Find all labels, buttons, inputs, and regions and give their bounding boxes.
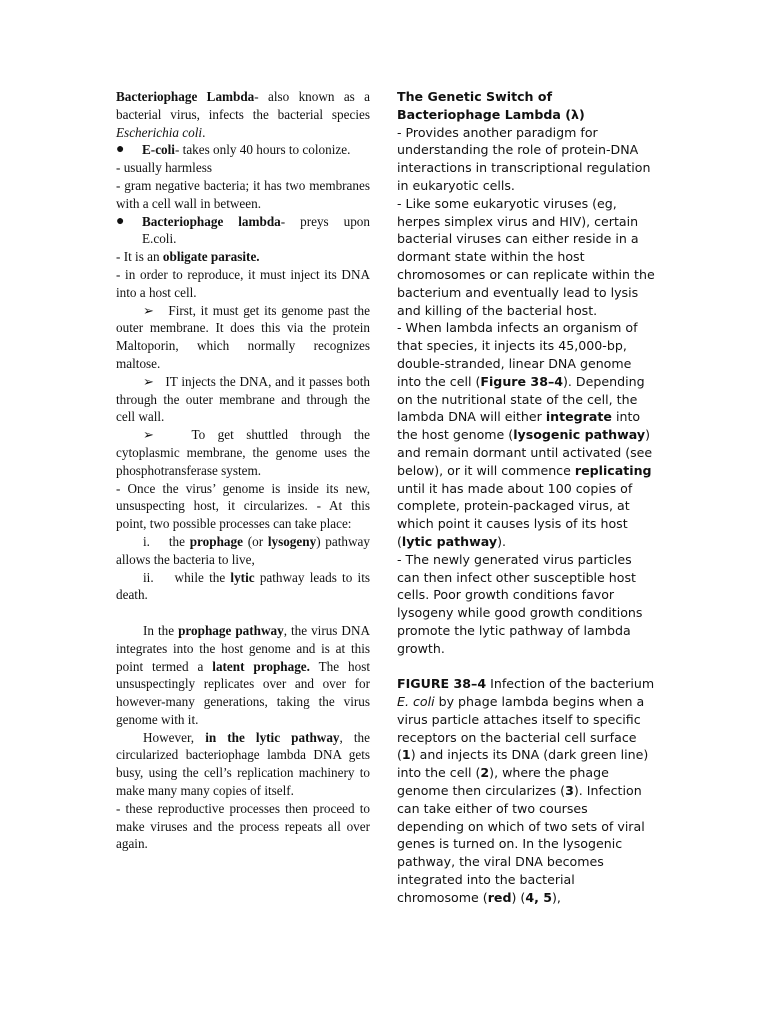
eukaryotic-paragraph: - Like some eukaryotic viruses (eg, herpes simplex virus and HIV), certain bacterial viruses can either reside in a dormant state within the host chromosomes or can replicate within the bacterium and eventually lead to lysis and killing of the bacterial host. xyxy=(397,195,655,318)
line-reproduce: - in order to reproduce, it must inject its DNA into a host cell. xyxy=(116,266,370,300)
bullet-ecoli: ● E-coli- takes only 40 hours to colonize. xyxy=(116,142,351,158)
arrow-icon: ➢ xyxy=(143,373,155,389)
intro-title: Bacteriophage Lambda xyxy=(116,89,255,104)
line-gram: - gram negative bacteria; it has two membranes with a cell wall in between. xyxy=(116,177,370,211)
right-column xyxy=(397,88,657,907)
figure-caption: FIGURE 38–4 Infection of the bacterium E. coli by phage lambda begins when a virus particle attaches itself to specific receptors on the bacterial cell surface (1) and injects its DNA (dark green line) into the cell (2), where the phage genome then circularizes (3). Infection can take either of two courses depending on which of two sets of viral genes is turned on. In the lysogenic pathway, the viral DNA becomes integrated into the bacterial chromosome (red) (4, 5), xyxy=(397,676,655,905)
step-2: ➢ IT injects the DNA, and it passes both through the outer membrane and through the cell wall. xyxy=(116,373,370,425)
prophage-paragraph: In the prophage pathway, the virus DNA integrates into the host genome and is at this point termed a latent prophage. The host unsuspectingly replicates over and over for however-many generations, taking the virus genome with it. xyxy=(116,622,371,727)
infection-paragraph: - When lambda infects an organism of that species, it injects its 45,000-bp, double-stranded, linear DNA genome into the cell (Figure 38–4). Depending on the nutritional state of the cell, the lambda DNA will either integrate into the host genome (lysogenic pathway) and remain dormant until activated (see below), or it will commence replicating until it has made about 100 copies of complete, protein-packaged virus, at which point it causes lysis of its host (lytic pathway). xyxy=(397,320,653,549)
line-harmless: - usually harmless xyxy=(116,160,212,176)
lytic-paragraph: However, in the lytic pathway, the circularized bacteriophage lambda DNA gets busy, using the cell’s replication machinery to make many many copies of itself. xyxy=(116,729,370,799)
left-column xyxy=(116,88,370,853)
option-i: i. the prophage (or lysogeny) pathway allows the bacteria to live, xyxy=(116,533,370,567)
newly-generated-paragraph: - The newly generated virus particles can then infect other susceptible host cells. Poor growth conditions favor lysogeny while good growth conditions promote the lytic pathway of lambda growth. xyxy=(397,551,643,656)
repeat-paragraph: - these reproductive processes then proceed to make viruses and the process repeats all over again. xyxy=(116,800,370,852)
step-1: ➢ First, it must get its genome past the outer membrane. It does this via the protein Maltoporin, which normally recognizes maltose. xyxy=(116,302,370,371)
line-circularize: - Once the virus’ genome is inside its new, unsuspecting host, it circularizes. - At this point, two possible processes can take place: xyxy=(116,480,370,532)
line-obligate: - It is an obligate parasite. xyxy=(116,249,260,265)
step-3: ➢ To get shuttled through the cytoplasmic membrane, the genome uses the phosphotransferase system. xyxy=(116,427,370,478)
option-ii: ii. while the lytic pathway leads to its death. xyxy=(116,569,370,603)
arrow-icon: ➢ xyxy=(143,427,155,443)
paradigm-paragraph: - Provides another paradigm for understanding the role of protein-DNA interactions in transcriptional regulation in eukaryotic cells. xyxy=(397,124,651,193)
bullet-lambda: ● Bacteriophage lambda- preys upon E.coli. xyxy=(116,213,370,247)
arrow-icon: ➢ xyxy=(143,302,155,318)
bullet-icon: ● xyxy=(116,213,125,229)
section-title: The Genetic Switch of Bacteriophage Lambda (λ) xyxy=(397,89,585,122)
intro-paragraph: Bacteriophage Lambda- also known as a bacterial virus, infects the bacterial species Escherichia coli. xyxy=(116,89,370,140)
bullet-icon: ● xyxy=(116,142,125,158)
